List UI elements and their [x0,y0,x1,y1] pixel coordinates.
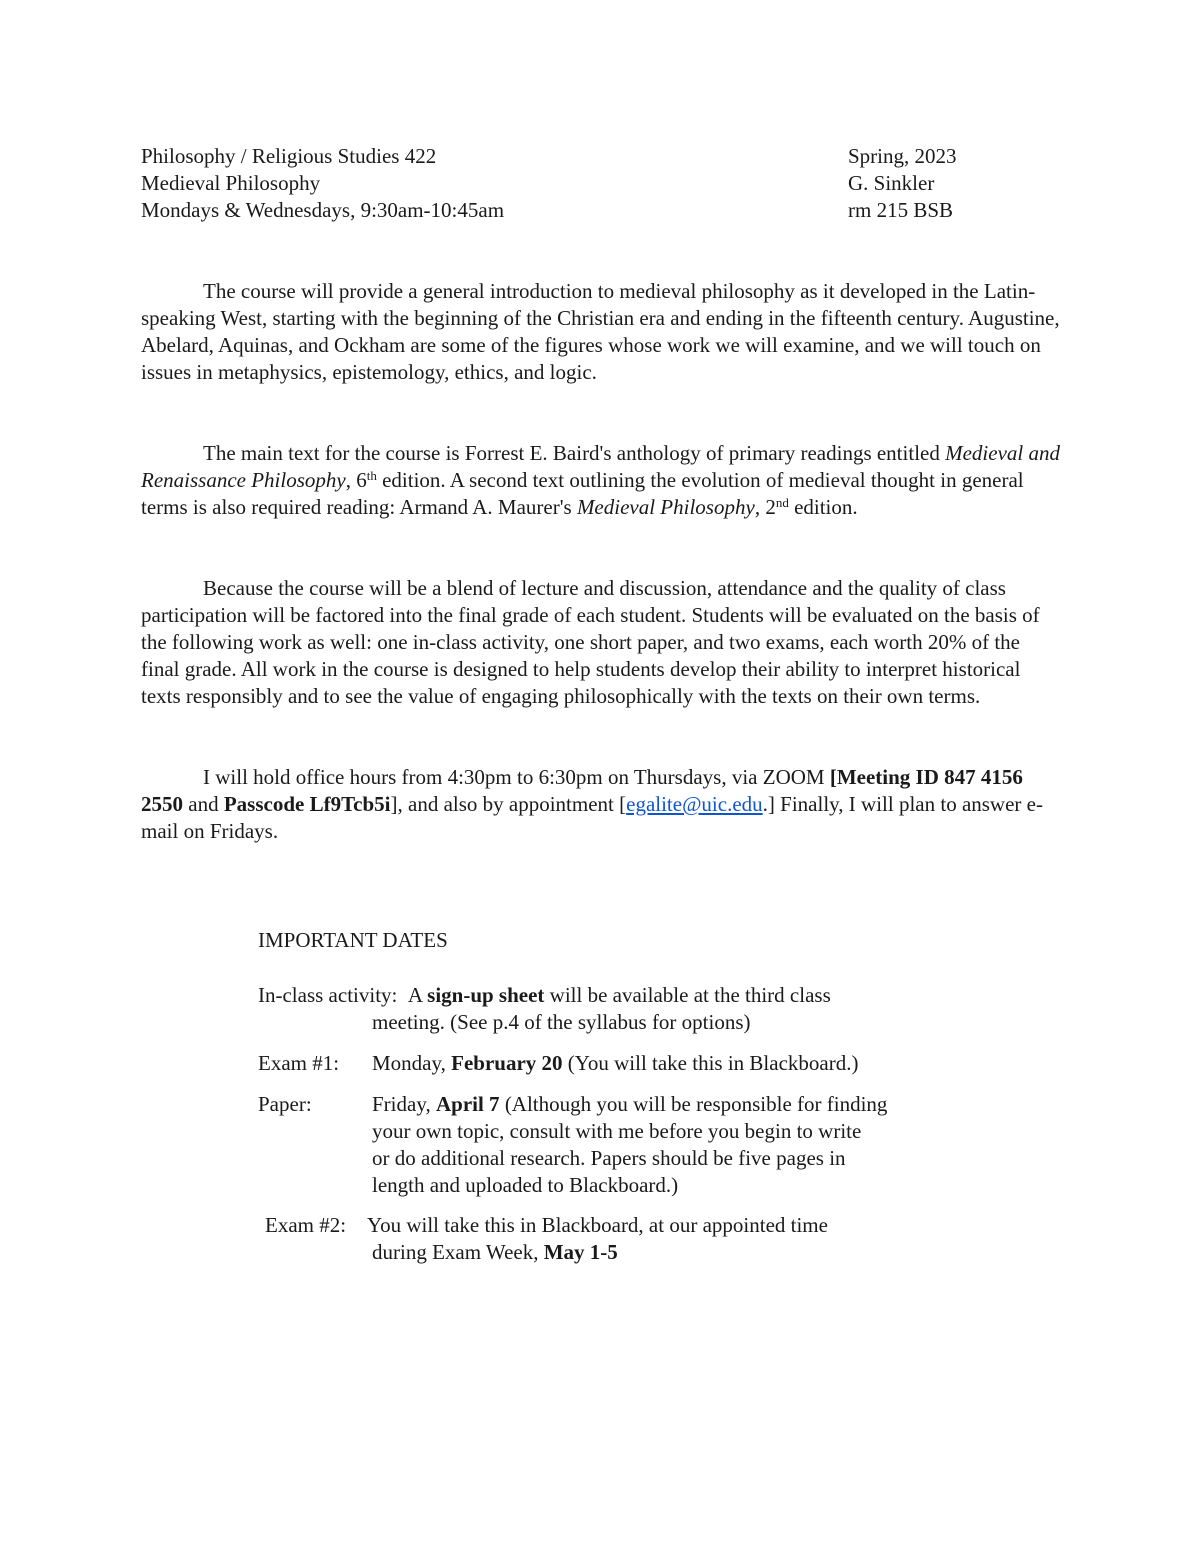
course-title: Medieval Philosophy [141,171,321,195]
paper-text-c: (Although you will be responsible for finding [499,1092,888,1116]
paper-line-3: or do additional research. Papers should be five pages in [372,1146,846,1170]
activity-label: In-class activity: [258,983,398,1007]
exam2-label: Exam #2: [265,1213,347,1237]
p4-text-c: and [183,792,224,816]
exam1-date: February 20 [451,1051,563,1075]
exam1-label: Exam #1: [258,1051,340,1075]
paper-line-4: length and uploaded to Blackboard.) [372,1173,679,1197]
intro-paragraph-1 [141,278,1061,386]
instructor-name: G. Sinkler [848,171,935,195]
exam2-line-1: You will take this in Blackboard, at our appointed time [367,1213,828,1237]
intro-paragraph-4 [141,764,1061,845]
p2-text-g: , 2 [754,495,776,519]
baird-book-title: Medieval and Renaissance Philosophy [141,441,1060,492]
intro-paragraph-1-text: The course will provide a general introduction to medieval philosophy as it developed in the Latin-speaking West, starting with the beginning of the Christian era and ending in the fifteenth century. Augustine, Abelard, Aquinas, and Ockham are some of the figures whose work we will examine, and we will touch on issues in metaphysics, epistemology, ethics, and logic. [141,279,1060,384]
paper-date: April 7 [435,1092,500,1116]
exam1-body [372,1050,858,1077]
intro-paragraph-2-text [141,440,1061,521]
exam1-text-c: (You will take this in Blackboard.) [562,1051,859,1075]
exam1-text-a: Monday, [372,1051,452,1075]
p2-text-e: edition. A second text outlining the evolution of medieval thought in general terms is also required reading: Armand A. Maurer's [141,468,1024,519]
p2-text-i: edition. [788,495,858,519]
activity-line-2: meeting. (See p.4 of the syllabus for options) [372,1010,751,1034]
p2-text-a: The main text for the course is Forrest E. Baird's anthology of primary readings entitled [203,441,946,465]
passcode: Passcode Lf9Tcb5i [223,792,391,816]
paper-line-2: your own topic, consult with me before you begin to write [372,1119,862,1143]
course-schedule: Mondays & Wednesdays, 9:30am-10:45am [141,198,505,222]
important-dates-heading: IMPORTANT DATES [258,928,448,952]
maurer-book-title: Medieval Philosophy [576,495,755,519]
p2-text-c: , 6 [345,468,367,492]
p4-text-a: I will hold office hours from 4:30pm to 6:30pm on Thursdays, via ZOOM [203,765,830,789]
p2-superscript-th: th [366,468,377,483]
p4-text-e: ], and also by appointment [ [390,792,627,816]
course-number: Philosophy / Religious Studies 422 [141,144,437,168]
activity-text-a: A [407,983,428,1007]
paper-line-1 [372,1091,887,1118]
p2-superscript-nd: nd [775,495,789,510]
email-link[interactable]: egalite@uic.edu [626,792,763,816]
course-term: Spring, 2023 [848,144,957,168]
exam2-date: May 1-5 [543,1240,618,1264]
signup-sheet: sign-up sheet [427,983,545,1007]
p4-text-g: .] Finally, I will plan to answer e-mail on Fridays. [141,792,1043,843]
intro-paragraph-3 [141,575,1061,710]
course-room: rm 215 BSB [848,198,954,222]
intro-paragraph-2 [141,440,1061,521]
meeting-id: [Meeting ID 847 4156 2550 [141,765,1023,816]
activity-line-1 [258,982,831,1009]
exam2-line-2 [372,1239,618,1266]
exam2-text-b: during Exam Week, [372,1240,544,1264]
paper-label: Paper: [258,1092,312,1116]
activity-text-c: will be available at the third class [544,983,831,1007]
intro-paragraph-3-text: Because the course will be a blend of lecture and discussion, attendance and the quality of class participation will be factored into the final grade of each student. Students will be evaluated on the basis of the following work as well: one in-class activity, one short paper, and two exams, each worth 20% of the final grade. All work in the course is designed to help students develop their ability to interpret historical texts responsibly and to see the value of engaging philosophically with the texts on their own terms. [141,576,1040,708]
paper-text-a: Friday, [372,1092,436,1116]
intro-paragraph-4-text [141,764,1061,845]
